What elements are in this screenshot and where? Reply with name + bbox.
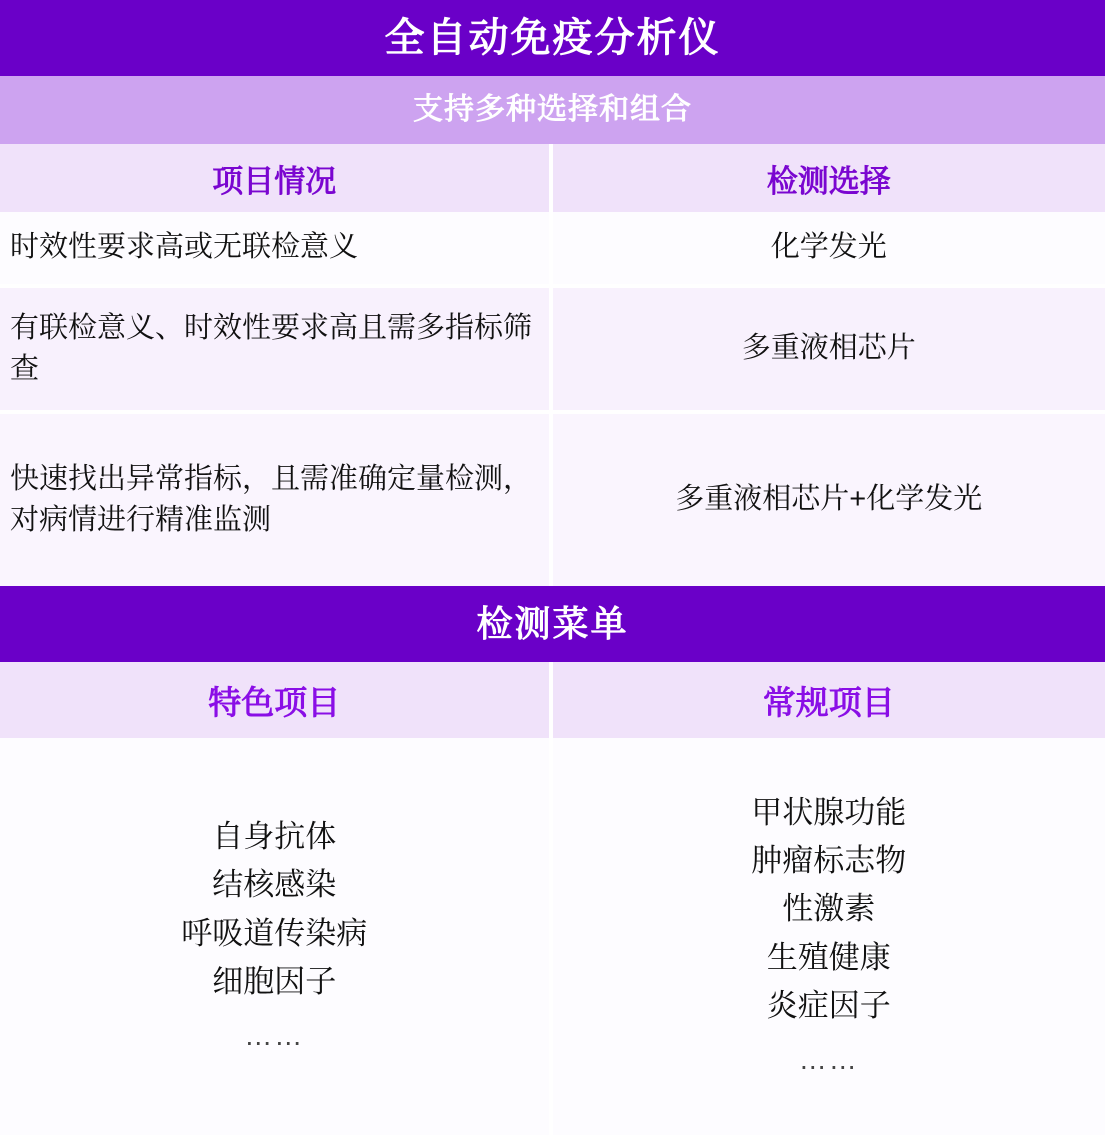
selection-table-header-row [0, 144, 1105, 212]
list-item: 炎症因子 [766, 987, 891, 1023]
cell-situation: 时效性要求高或无联检意义 [0, 212, 553, 288]
list-item: 甲状腺功能 [751, 795, 907, 831]
selection-table [0, 144, 1105, 586]
page-subtitle: 支持多种选择和组合 [0, 76, 1105, 144]
list-item: 性激素 [782, 891, 876, 927]
list-ellipsis: …… [244, 1019, 305, 1051]
table-row [0, 414, 1105, 586]
menu-body [0, 738, 1105, 1135]
cell-choice: 多重液相芯片 [553, 288, 1105, 414]
cell-situation: 有联检意义、时效性要求高且需多指标筛查 [0, 288, 553, 414]
list-item: 自身抗体 [212, 819, 337, 855]
page-title: 全自动免疫分析仪 [0, 0, 1105, 76]
list-item: 肿瘤标志物 [751, 843, 907, 879]
column-header-choice: 检测选择 [766, 163, 891, 199]
list-item: 细胞因子 [212, 963, 337, 999]
cell-choice: 化学发光 [553, 212, 1105, 288]
menu-column-featured [0, 738, 553, 1135]
list-ellipsis: …… [798, 1043, 859, 1075]
menu-section-title: 检测菜单 [0, 586, 1105, 662]
column-header-situation: 项目情况 [0, 144, 553, 212]
list-item: 生殖健康 [766, 939, 891, 975]
table-row [0, 212, 1105, 288]
menu-header-row [0, 662, 1105, 738]
cell-situation: 快速找出异常指标，且需准确定量检测，对病情进行精准监测 [0, 414, 553, 586]
menu-column-header-featured: 特色项目 [0, 662, 553, 738]
table-row [0, 288, 1105, 414]
menu-column-header-routine: 常规项目 [762, 683, 895, 721]
menu-column-routine [553, 738, 1105, 1135]
list-item: 结核感染 [212, 867, 337, 903]
list-item: 呼吸道传染病 [181, 915, 368, 951]
cell-choice: 多重液相芯片+化学发光 [553, 414, 1105, 586]
